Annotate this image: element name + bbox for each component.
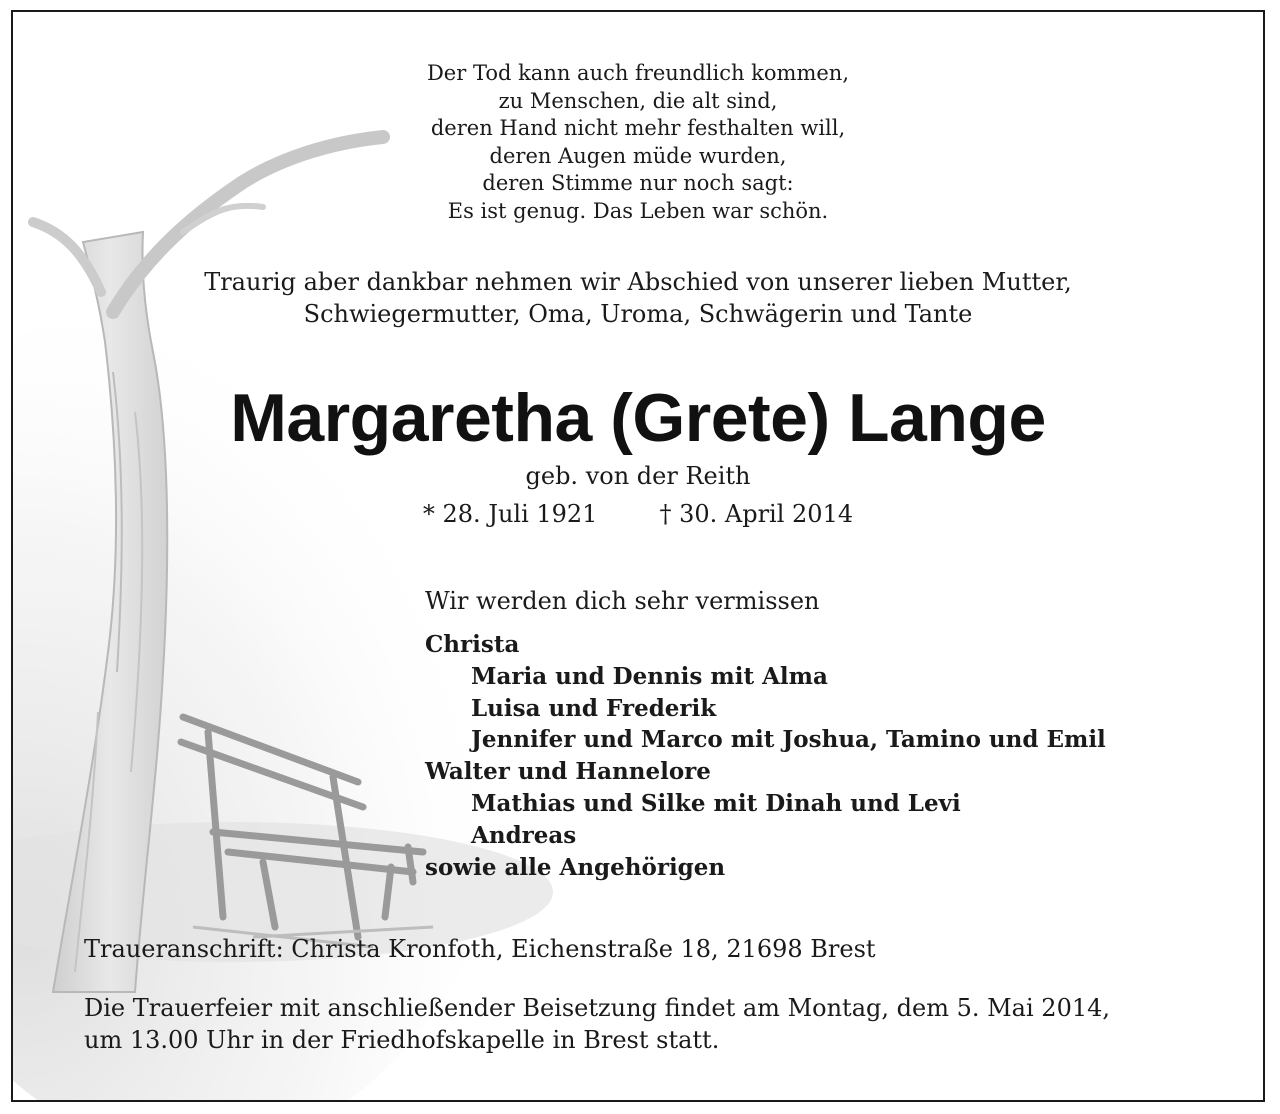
service-line: um 13.00 Uhr in der Friedhofskapelle in Brest statt. — [84, 1026, 720, 1054]
deceased-name: Margaretha (Grete) Lange — [230, 380, 1046, 456]
maiden-name: geb. von der Reith — [525, 462, 751, 490]
intro-line: Traurig aber dankbar nehmen wir Abschied von unserer lieben Mutter, — [204, 268, 1072, 296]
memorial-poem — [13, 60, 1263, 225]
service-line: Die Trauerfeier mit anschließender Beisetzung findet am Montag, dem 5. Mai 2014, — [84, 994, 1110, 1022]
mourner-row: Christa — [425, 631, 520, 658]
mourner-row: Andreas — [471, 821, 577, 849]
mourner-row: Luisa und Frederik — [471, 694, 717, 722]
intro-line: Schwiegermutter, Oma, Uroma, Schwägerin und Tante — [303, 300, 973, 328]
mourner-row: sowie alle Angehörigen — [425, 853, 726, 881]
funeral-service-info — [84, 992, 1214, 1056]
poem-line: zu Menschen, die alt sind, — [498, 88, 778, 113]
poem-line: deren Stimme nur noch sagt: — [482, 171, 794, 195]
poem-line: deren Hand nicht mehr festhalten will, — [430, 116, 846, 140]
mourner-row: Walter und Hannelore — [425, 758, 711, 786]
farewell-intro — [13, 266, 1263, 330]
obituary-notice — [11, 10, 1265, 1102]
mourner-row: Mathias und Silke mit Dinah und Levi — [471, 789, 961, 817]
poem-line: Es ist genug. Das Leben war schön. — [447, 198, 829, 223]
poem-line: deren Augen müde wurden, — [489, 143, 787, 168]
mourner-row: Jennifer und Marco mit Joshua, Tamino und Emil — [471, 726, 1106, 754]
mourner-row: Maria und Dennis mit Alma — [471, 662, 828, 690]
death-date: † 30. April 2014 — [659, 500, 854, 528]
mourners-intro: Wir werden dich sehr vermissen — [425, 587, 820, 615]
mourners-list — [425, 629, 1106, 883]
mourning-address: Traueranschrift: Christa Kronfoth, Eichenstraße 18, 21698 Brest — [84, 935, 876, 963]
life-dates — [13, 499, 1263, 529]
birth-date: * 28. Juli 1921 — [422, 500, 598, 528]
poem-line: Der Tod kann auch freundlich kommen, — [426, 61, 850, 85]
